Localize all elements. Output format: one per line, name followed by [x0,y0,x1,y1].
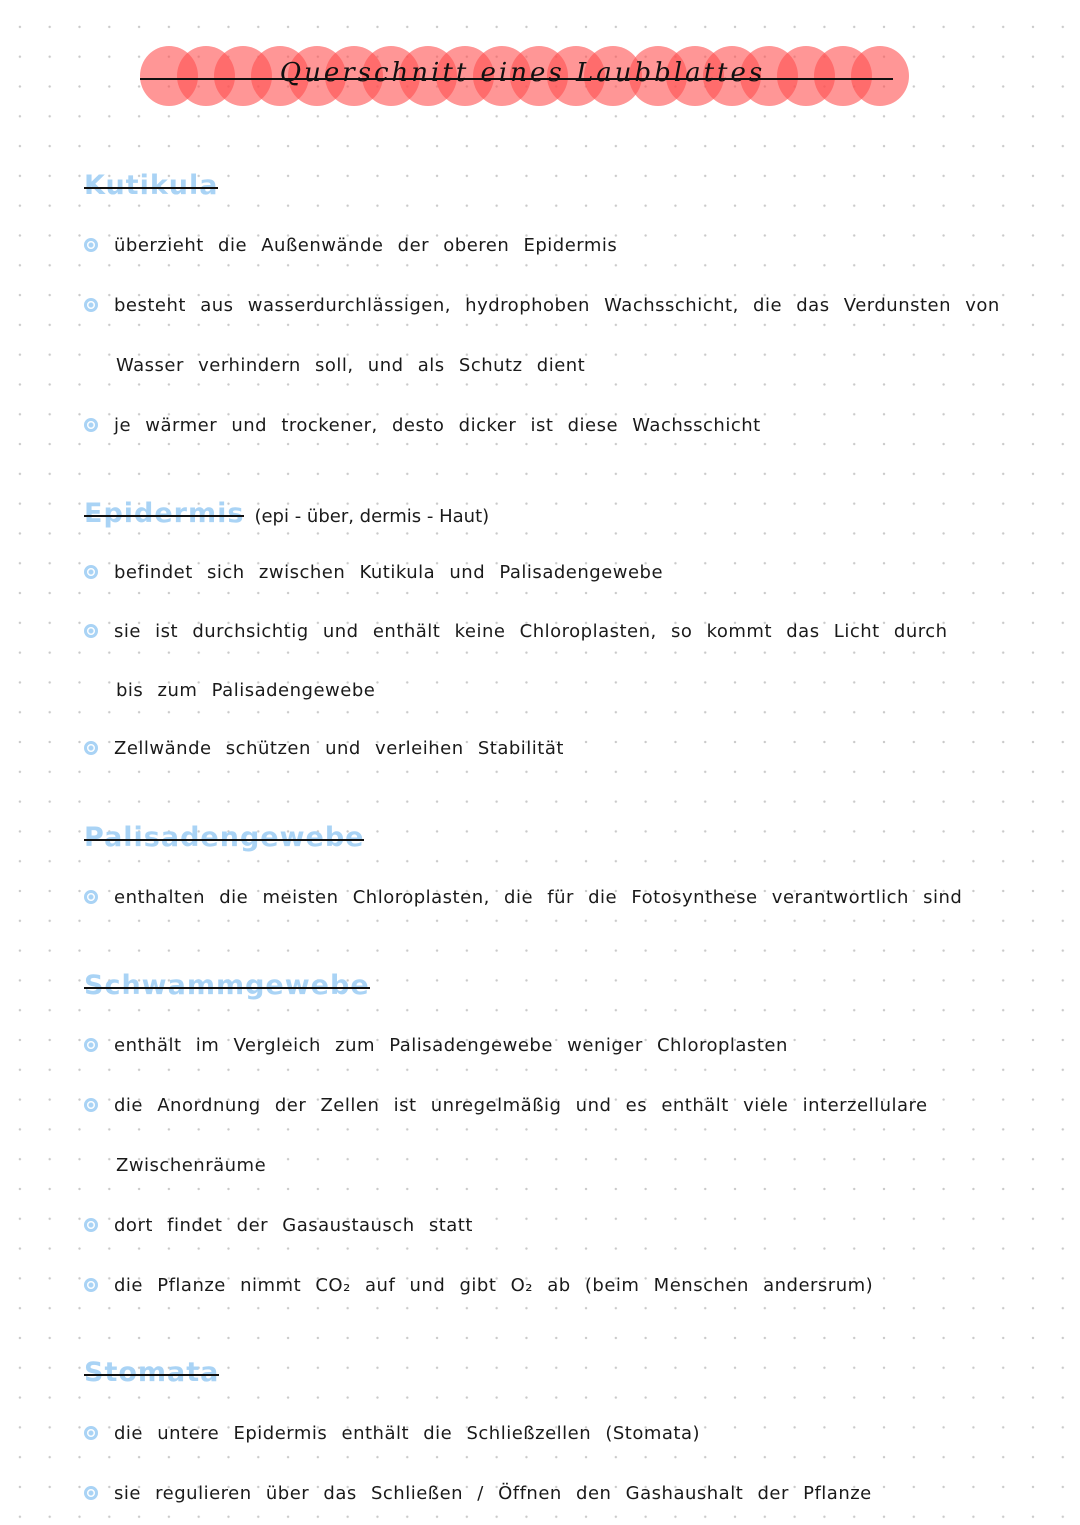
heading-kutikula: Kutikula [84,170,219,201]
list-item: die untere Epidermis enthält die Schließzellen (Stomata) [84,1423,700,1444]
list-item-continuation: bis zum Palisadengewebe [116,680,376,701]
list-item: befindet sich zwischen Kutikula und Palisadengewebe [84,562,663,583]
list-item: enthält im Vergleich zum Palisadengewebe weniger Chloroplasten [84,1035,788,1056]
heading-stomata: Stomata [84,1357,220,1388]
list-item-continuation: Zwischenräume [116,1155,267,1176]
list-item: die Anordnung der Zellen ist unregelmäßig und es enthält viele interzellulare [84,1095,928,1116]
bullet-icon [84,624,98,638]
list-item: enthalten die meisten Chloroplasten, die für die Fotosynthese verantwortlich sind [84,887,962,908]
list-item-continuation: Wasser verhindern soll, und als Schutz dient [116,355,586,376]
list-item: besteht aus wasserdurchlässigen, hydrophoben Wachsschicht, die das Verdunsten von [84,295,1000,316]
list-item: die Pflanze nimmt CO₂ auf und gibt O₂ ab (beim Menschen andersrum) [84,1275,873,1296]
bullet-icon [84,1426,98,1440]
list-item: dort findet der Gasaustausch statt [84,1215,473,1236]
heading-palisadengewebe: Palisadengewebe [84,822,365,853]
bullet-icon [84,298,98,312]
bullet-icon [84,1038,98,1052]
list-item: überzieht die Außenwände der oberen Epidermis [84,235,617,256]
bullet-icon [84,418,98,432]
bullet-icon [84,1486,98,1500]
bullet-icon [84,741,98,755]
bullet-icon [84,565,98,579]
page-title: Querschnitt eines Laubblattes [140,58,905,88]
list-item: sie ist durchsichtig und enthält keine Chloroplasten, so kommt das Licht durch [84,621,948,642]
list-item: je wärmer und trockener, desto dicker ist diese Wachsschicht [84,415,761,436]
bullet-icon [84,1098,98,1112]
bullet-icon [84,890,98,904]
heading-schwammgewebe: Schwammgewebe [84,970,370,1001]
heading-epidermis: Epidermis (epi - über, dermis - Haut) [84,498,490,529]
bullet-icon [84,238,98,252]
bullet-icon [84,1278,98,1292]
title-banner [140,46,905,106]
list-item: sie regulieren über das Schließen / Öffnen den Gashaushalt der Pflanze [84,1483,872,1504]
list-item: Zellwände schützen und verleihen Stabilität [84,738,564,759]
bullet-icon [84,1218,98,1232]
